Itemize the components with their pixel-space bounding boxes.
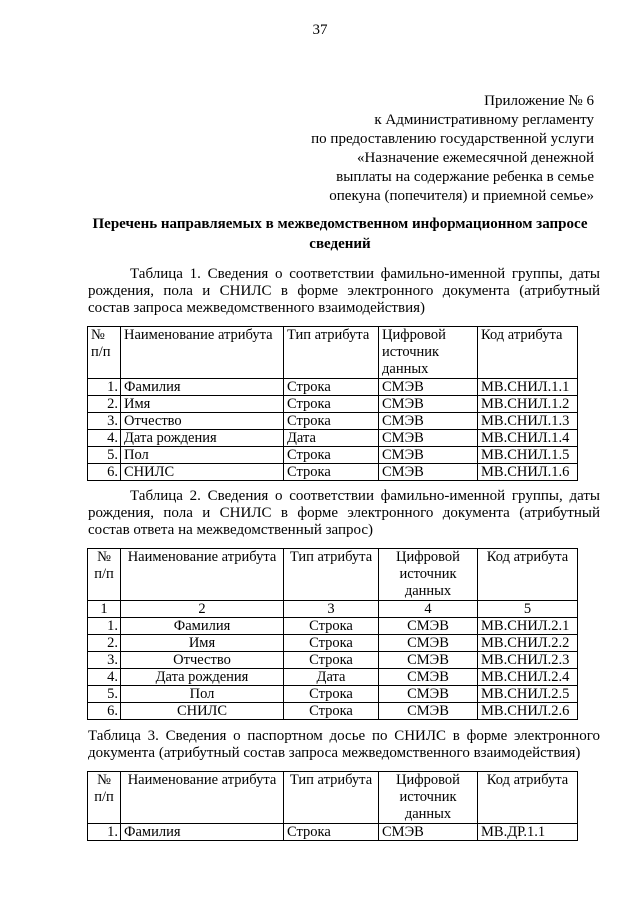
row-name: Отчество bbox=[121, 652, 284, 669]
table-row bbox=[88, 430, 578, 447]
header-num: № п/п bbox=[88, 327, 121, 379]
title-line: Перечень направляемых в межведомственном информационном запросе bbox=[92, 216, 588, 232]
row-type: Строка bbox=[284, 464, 379, 481]
row-source: СМЭВ bbox=[379, 430, 478, 447]
header-source: Цифровой источник данных bbox=[379, 549, 478, 601]
row-type: Строка bbox=[284, 618, 379, 635]
table-1 bbox=[87, 326, 578, 481]
row-type: Строка bbox=[284, 635, 379, 652]
row-name: Имя bbox=[121, 396, 284, 413]
table-row bbox=[88, 686, 578, 703]
appendix-line: Приложение № 6 bbox=[484, 93, 594, 109]
row-number: 1. bbox=[88, 824, 121, 841]
row-source: СМЭВ bbox=[379, 686, 478, 703]
row-name: СНИЛС bbox=[121, 703, 284, 720]
table-3 bbox=[87, 771, 578, 841]
row-type: Строка bbox=[284, 652, 379, 669]
row-name: Фамилия bbox=[121, 379, 284, 396]
column-number: 5 bbox=[478, 601, 578, 618]
table-row bbox=[88, 618, 578, 635]
table-row bbox=[88, 464, 578, 481]
table-row bbox=[88, 703, 578, 720]
row-name: Дата рождения bbox=[121, 430, 284, 447]
table-2 bbox=[87, 548, 578, 720]
table-header-row bbox=[88, 772, 578, 824]
header-source: Цифровой источник данных bbox=[379, 772, 478, 824]
row-source: СМЭВ bbox=[379, 635, 478, 652]
row-code: МВ.СНИЛ.2.2 bbox=[478, 635, 578, 652]
table-row bbox=[88, 379, 578, 396]
table-row bbox=[88, 824, 578, 841]
table-1-caption: Таблица 1. Сведения о соответствии фамильно-именной группы, даты рождения, пола и СНИЛС в форме электронного документа (атрибутный состав запроса межведомственного взаимодействия) bbox=[88, 266, 600, 316]
row-number: 5. bbox=[88, 686, 121, 703]
header-source: Цифровой источник данных bbox=[379, 327, 478, 379]
row-code: МВ.СНИЛ.1.4 bbox=[478, 430, 578, 447]
row-source: СМЭВ bbox=[379, 669, 478, 686]
document-title bbox=[80, 214, 600, 254]
row-number: 6. bbox=[88, 464, 121, 481]
appendix-header bbox=[311, 92, 594, 206]
row-type: Дата bbox=[284, 430, 379, 447]
row-source: СМЭВ bbox=[379, 618, 478, 635]
table-2-caption: Таблица 2. Сведения о соответствии фамильно-именной группы, даты рождения, пола и СНИЛС в форме электронного документа (атрибутный состав ответа на межведомственный запрос) bbox=[88, 488, 600, 538]
row-number: 4. bbox=[88, 669, 121, 686]
row-type: Строка bbox=[284, 686, 379, 703]
row-number: 4. bbox=[88, 430, 121, 447]
appendix-line: к Административному регламенту bbox=[374, 112, 594, 128]
row-code: МВ.СНИЛ.2.6 bbox=[478, 703, 578, 720]
row-name: Пол bbox=[121, 447, 284, 464]
row-code: МВ.СНИЛ.1.5 bbox=[478, 447, 578, 464]
row-source: СМЭВ bbox=[379, 379, 478, 396]
row-type: Дата bbox=[284, 669, 379, 686]
row-type: Строка bbox=[284, 413, 379, 430]
row-name: Пол bbox=[121, 686, 284, 703]
table-row bbox=[88, 635, 578, 652]
table-row bbox=[88, 396, 578, 413]
appendix-line: выплаты на содержание ребенка в семье bbox=[336, 169, 594, 185]
row-source: СМЭВ bbox=[379, 396, 478, 413]
header-code: Код атрибута bbox=[478, 772, 578, 824]
header-num: № п/п bbox=[88, 772, 121, 824]
row-number: 3. bbox=[88, 413, 121, 430]
row-source: СМЭВ bbox=[379, 824, 478, 841]
row-code: МВ.СНИЛ.2.3 bbox=[478, 652, 578, 669]
header-name: Наименование атрибута bbox=[121, 549, 284, 601]
row-name: Фамилия bbox=[121, 618, 284, 635]
row-type: Строка bbox=[284, 703, 379, 720]
row-source: СМЭВ bbox=[379, 464, 478, 481]
header-type: Тип атрибута bbox=[284, 327, 379, 379]
row-code: МВ.СНИЛ.1.1 bbox=[478, 379, 578, 396]
row-code: МВ.СНИЛ.1.6 bbox=[478, 464, 578, 481]
row-code: МВ.ДР.1.1 bbox=[478, 824, 578, 841]
row-number: 3. bbox=[88, 652, 121, 669]
row-number: 2. bbox=[88, 396, 121, 413]
table-row bbox=[88, 413, 578, 430]
column-number: 2 bbox=[121, 601, 284, 618]
table-header-row bbox=[88, 549, 578, 601]
row-type: Строка bbox=[284, 396, 379, 413]
header-type: Тип атрибута bbox=[284, 772, 379, 824]
row-type: Строка bbox=[284, 824, 379, 841]
header-name: Наименование атрибута bbox=[121, 327, 284, 379]
row-source: СМЭВ bbox=[379, 703, 478, 720]
row-name: СНИЛС bbox=[121, 464, 284, 481]
row-source: СМЭВ bbox=[379, 447, 478, 464]
row-number: 1. bbox=[88, 379, 121, 396]
table-row bbox=[88, 447, 578, 464]
row-type: Строка bbox=[284, 447, 379, 464]
row-code: МВ.СНИЛ.2.1 bbox=[478, 618, 578, 635]
row-code: МВ.СНИЛ.2.5 bbox=[478, 686, 578, 703]
table-row bbox=[88, 669, 578, 686]
row-source: СМЭВ bbox=[379, 652, 478, 669]
page-number: 37 bbox=[312, 22, 328, 38]
column-number-row bbox=[88, 601, 578, 618]
appendix-line: «Назначение ежемесячной денежной bbox=[357, 150, 594, 166]
table-3-caption: Таблица 3. Сведения о паспортном досье по СНИЛС в форме электронного документа (атрибутный состав запроса межведомственного взаимодействия) bbox=[88, 728, 600, 761]
title-line: сведений bbox=[309, 236, 371, 252]
column-number: 4 bbox=[379, 601, 478, 618]
header-code: Код атрибута bbox=[478, 549, 578, 601]
appendix-line: по предоставлению государственной услуги bbox=[311, 131, 594, 147]
row-code: МВ.СНИЛ.1.3 bbox=[478, 413, 578, 430]
row-number: 2. bbox=[88, 635, 121, 652]
row-name: Имя bbox=[121, 635, 284, 652]
row-name: Дата рождения bbox=[121, 669, 284, 686]
table-row bbox=[88, 652, 578, 669]
column-number: 1 bbox=[88, 601, 121, 618]
header-num: № п/п bbox=[88, 549, 121, 601]
row-number: 5. bbox=[88, 447, 121, 464]
header-code: Код атрибута bbox=[478, 327, 578, 379]
row-type: Строка bbox=[284, 379, 379, 396]
appendix-line: опекуна (попечителя) и приемной семье» bbox=[329, 188, 594, 204]
row-number: 6. bbox=[88, 703, 121, 720]
column-number: 3 bbox=[284, 601, 379, 618]
header-name: Наименование атрибута bbox=[121, 772, 284, 824]
row-name: Фамилия bbox=[121, 824, 284, 841]
row-source: СМЭВ bbox=[379, 413, 478, 430]
row-code: МВ.СНИЛ.2.4 bbox=[478, 669, 578, 686]
header-type: Тип атрибута bbox=[284, 549, 379, 601]
row-name: Отчество bbox=[121, 413, 284, 430]
row-code: МВ.СНИЛ.1.2 bbox=[478, 396, 578, 413]
row-number: 1. bbox=[88, 618, 121, 635]
table-header-row bbox=[88, 327, 578, 379]
